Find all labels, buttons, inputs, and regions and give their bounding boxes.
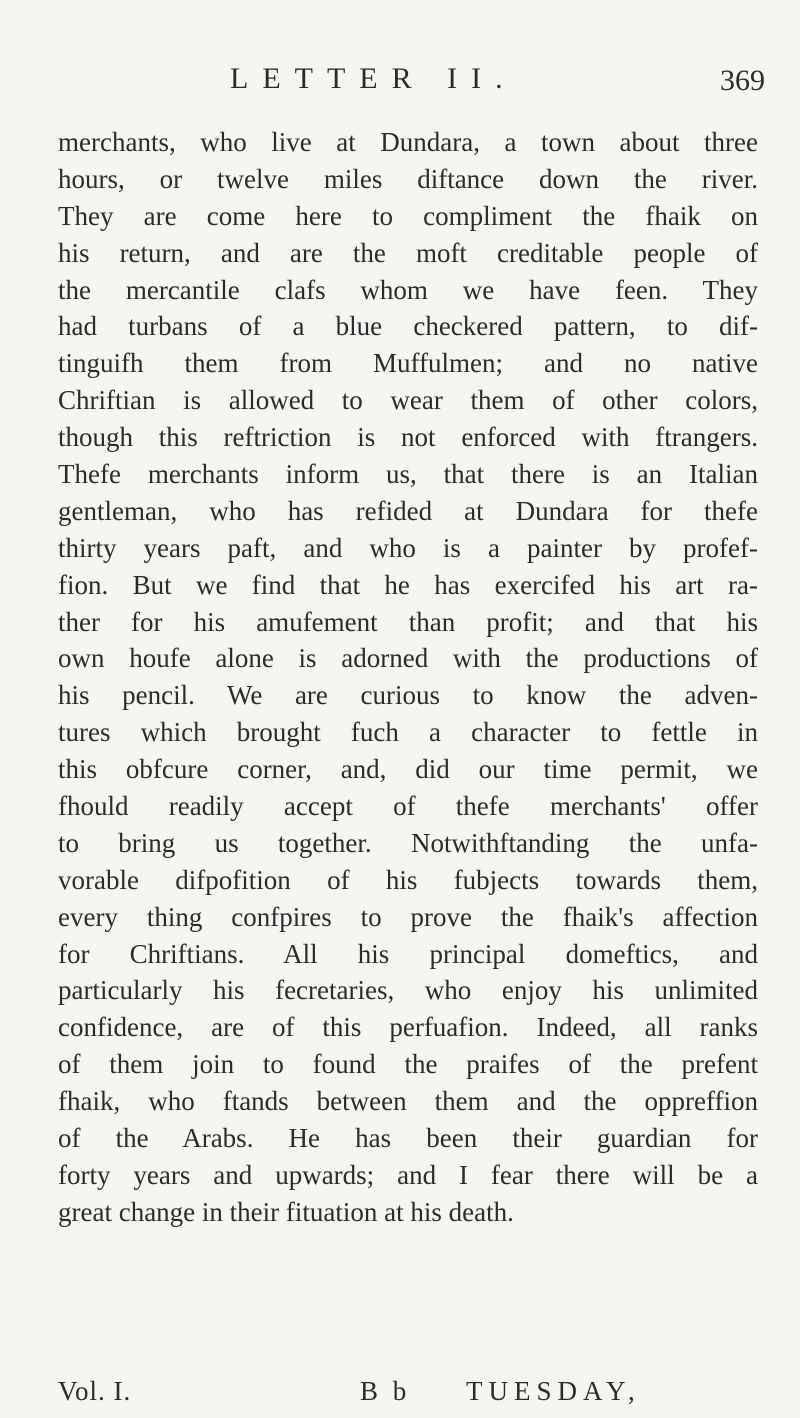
text-line: Thefe merchants inform us, that there is an Italian [58, 459, 758, 490]
text-line: of the Arabs. He has been their guardian for [58, 1123, 758, 1154]
text-line: great change in their fituation at his death. [58, 1196, 514, 1227]
text-line: ther for his amufement than profit; and that his [58, 606, 758, 637]
text-line: had turbans of a blue checkered pattern, to dif- [58, 311, 758, 342]
text-line: hours, or twelve miles diftance down the river. [58, 163, 758, 194]
text-line: the mercantile clafs whom we have feen. They [58, 274, 758, 305]
text-line: Chriftian is allowed to wear them of other colors, [58, 385, 758, 416]
text-line: his return, and are the moft creditable people of [58, 237, 758, 268]
text-line: fhaik, who ftands between them and the oppreffion [58, 1086, 758, 1117]
text-line: though this reftriction is not enforced with ftrangers. [58, 422, 758, 453]
text-line: his pencil. We are curious to know the adven- [58, 680, 758, 711]
text-line: forty years and upwards; and I fear there will be a [58, 1159, 758, 1190]
text-line: for Chriftians. All his principal domeftics, and [58, 938, 758, 969]
volume-label: Vol. I. [58, 1376, 132, 1406]
text-line: vorable difpofition of his fubjects towards them, [58, 864, 758, 895]
text-line: tinguifh them from Muffulmen; and no native [58, 348, 758, 379]
text-line: every thing confpires to prove the fhaik's affection [58, 901, 758, 932]
page-header [0, 62, 800, 102]
text-line: thirty years paft, and who is a painter by profef- [58, 532, 758, 563]
text-line: tures which brought fuch a character to fettle in [58, 717, 758, 748]
text-line: fion. But we find that he has exercifed his art ra- [58, 569, 758, 600]
catchword: TUESDAY, [466, 1376, 641, 1406]
text-line: gentleman, who has refided at Dundara for thefe [58, 495, 758, 526]
signature-mark: B b [360, 1376, 411, 1406]
text-line: own houfe alone is adorned with the productions of [58, 643, 758, 674]
text-line: They are come here to compliment the fhaik on [58, 200, 758, 231]
text-line: particularly his fecretaries, who enjoy his unlimited [58, 975, 758, 1006]
text-line: fhould readily accept of thefe merchants' offer [58, 791, 758, 822]
body-text [58, 124, 758, 1231]
text-line: of them join to found the praifes of the prefent [58, 1049, 758, 1080]
page-number: 369 [720, 64, 765, 97]
text-line: merchants, who live at Dundara, a town about three [58, 127, 758, 157]
page-footer [58, 1376, 778, 1412]
running-head: LETTER II. [230, 62, 517, 95]
text-line: to bring us together. Notwithftanding the unfa- [58, 827, 758, 858]
text-line: confidence, are of this perfuafion. Indeed, all ranks [58, 1012, 758, 1043]
text-line: this obfcure corner, and, did our time permit, we [58, 754, 758, 785]
